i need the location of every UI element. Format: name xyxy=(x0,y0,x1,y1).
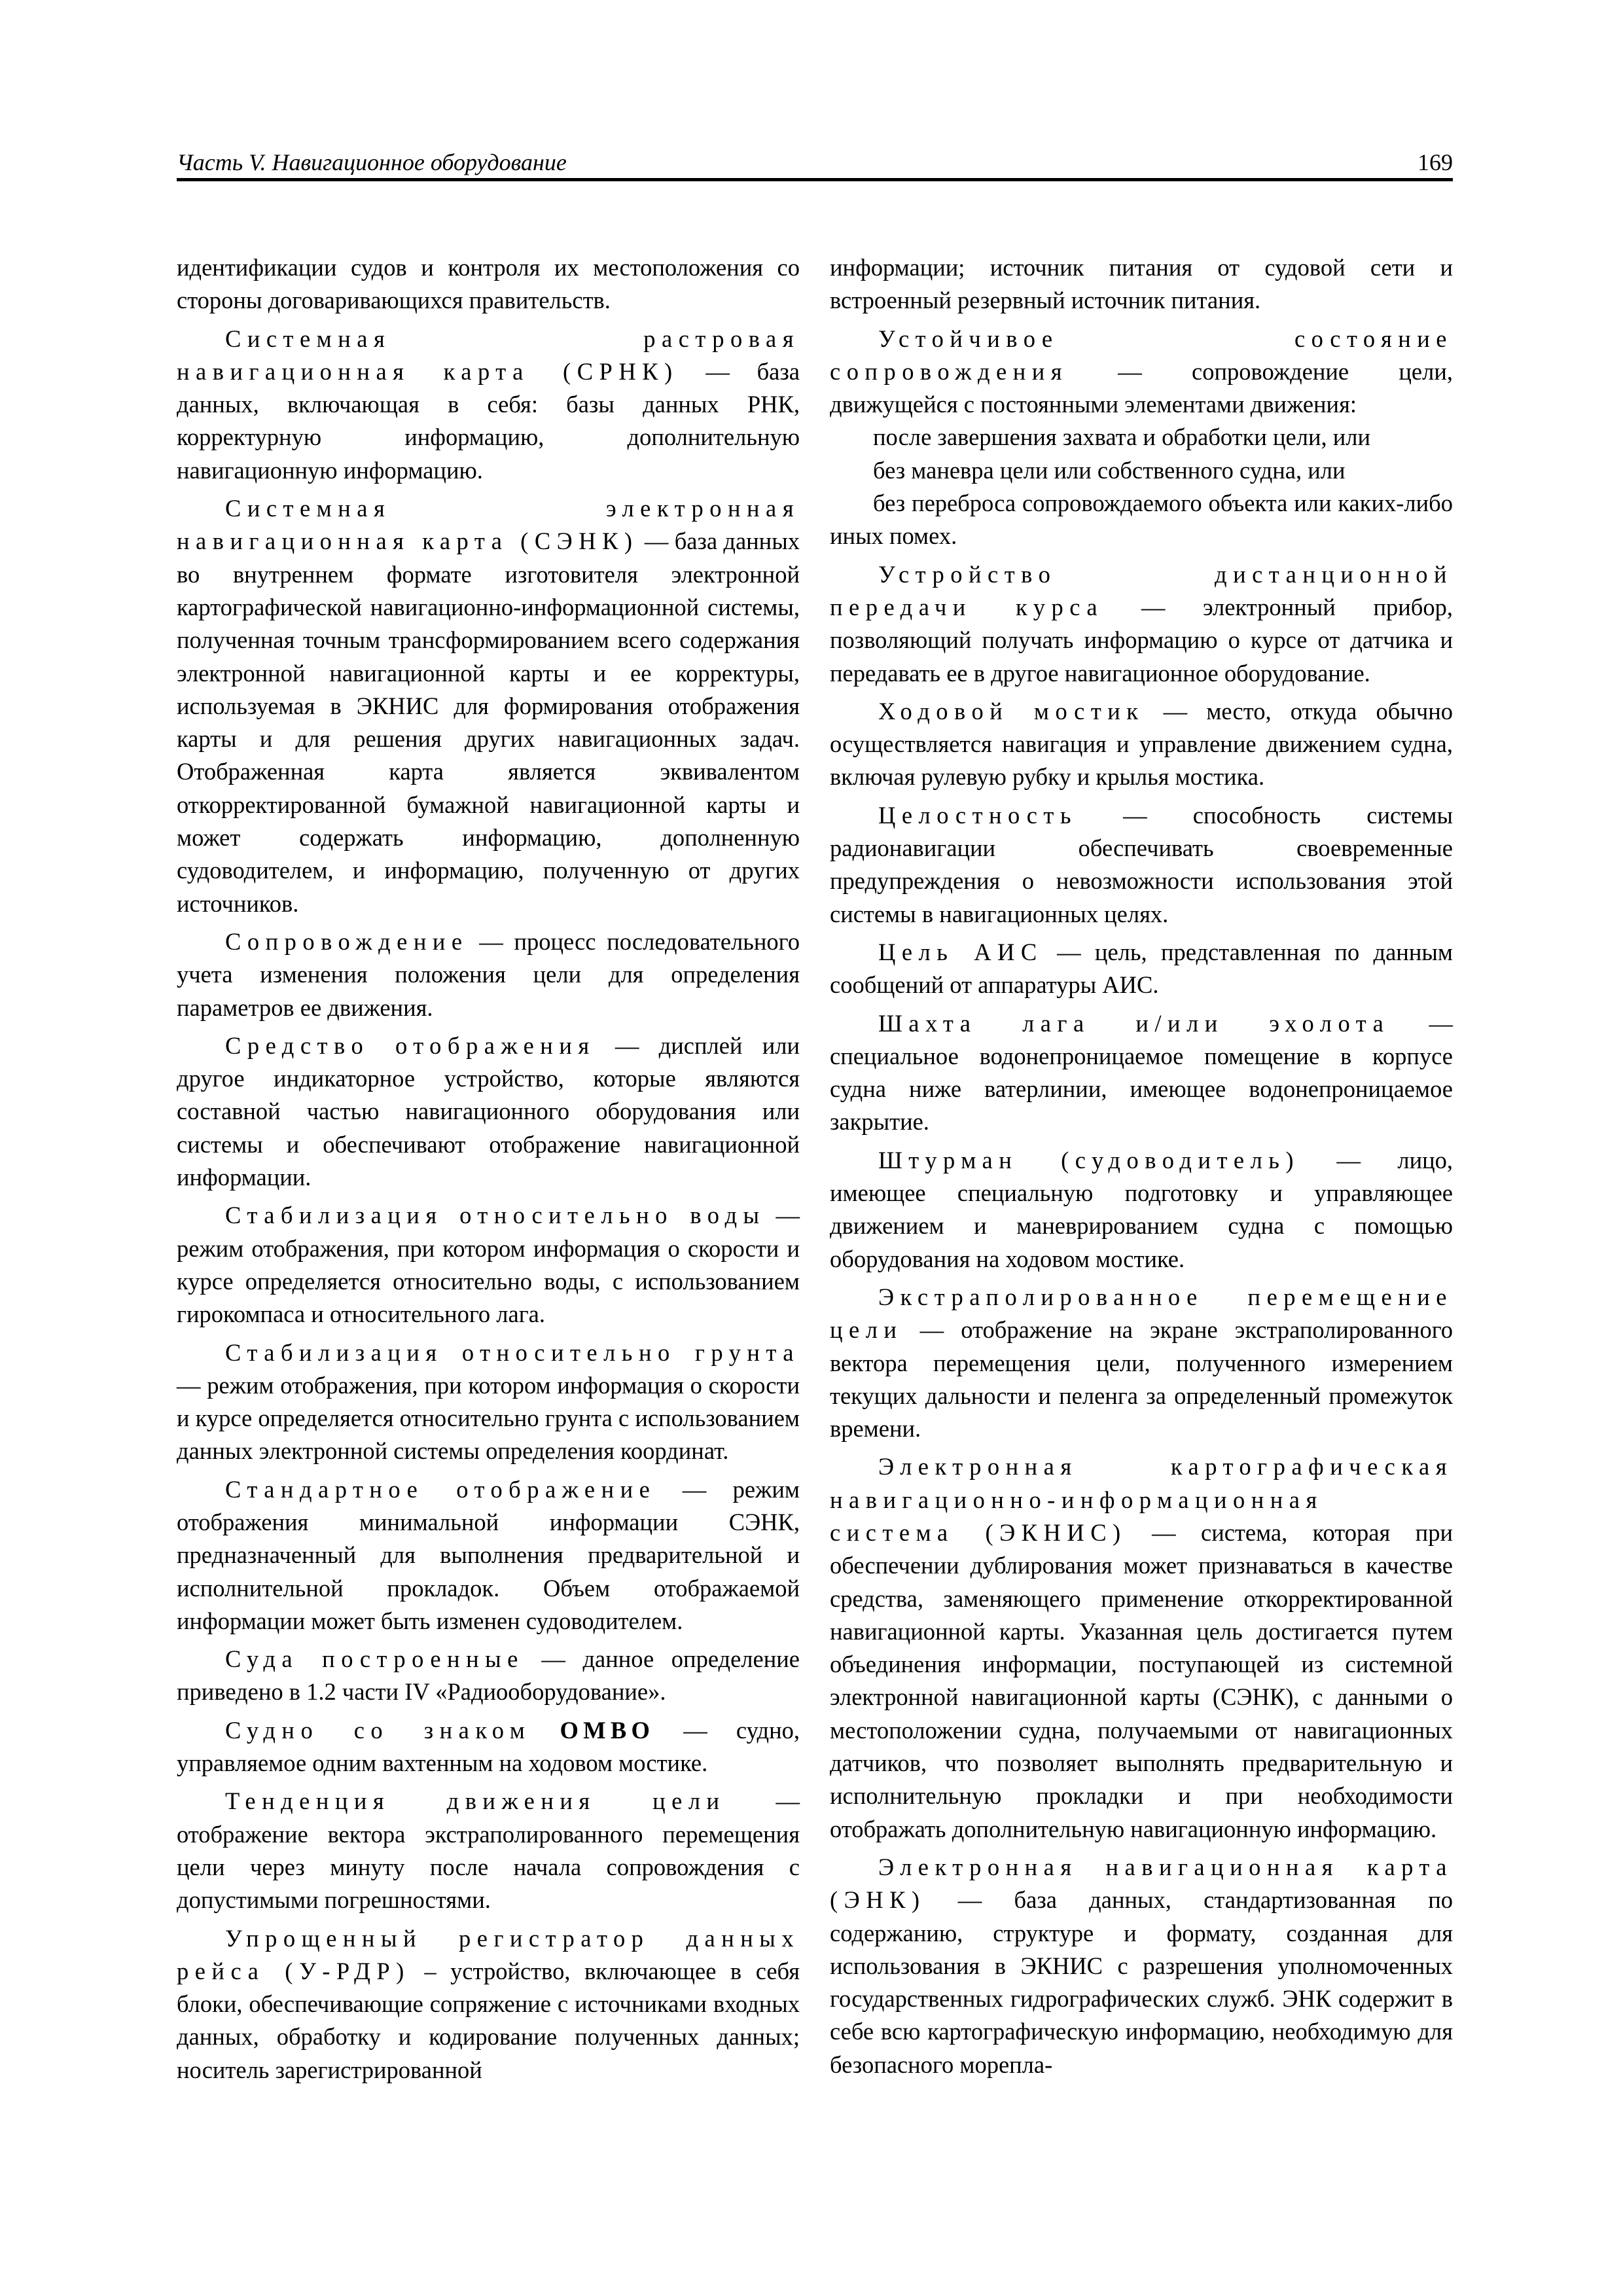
definition-celostnost xyxy=(830,799,1453,931)
definition-sredstvo-otobrazheniya xyxy=(177,1030,800,1194)
term: Тенденция движения цели xyxy=(225,1787,726,1815)
definition-shturman xyxy=(830,1144,1453,1276)
definition-hodovoy-mostik xyxy=(830,695,1453,794)
header-rule xyxy=(177,178,1453,181)
continuation-paragraph: идентификации судов и контроля их местоположения со стороны договаривающихся правительств. xyxy=(177,254,800,314)
definition-text: — процесс последовательного учета изменения положения цели для определения параметров ее движения. xyxy=(177,927,800,1021)
term: Судно со знаком xyxy=(225,1716,531,1744)
definition-text: — данное определение приведено в 1.2 части IV «Радиооборудование». xyxy=(177,1645,800,1706)
definition-text: — судно, управляемое одним вахтенным на ходовом мостике. xyxy=(177,1716,800,1777)
definition-ekstrapolirovannoe-peremeshchenie xyxy=(830,1281,1453,1445)
definition-text: – устройство, включающее в себя блоки, обеспечивающие сопряжение с источниками входных данных, обработку и кодирование полученных данных; носитель зарегистрированной xyxy=(177,1957,800,2083)
definition-text: — режим отображения минимальной информации СЭНК, предназначенный для выполнения предварительной и исполнительной прокладок. Объем отображаемой информации может быть изменен судоводителем. xyxy=(177,1475,800,1634)
definition-text: — режим отображения, при котором информация о скорости и курсе определяется относительно грунта с использованием данных электронной системы определения координат. xyxy=(177,1371,800,1465)
term: Шахта лага и/или эхолота xyxy=(878,1009,1390,1037)
definition-ustroystvo-peredachi-kursa xyxy=(830,558,1453,690)
definition-text: — электронный прибор, позволяющий получать информацию о курсе от датчика и передавать ее в другое навигационное оборудование. xyxy=(830,593,1453,687)
term: Системная растровая навигационная карта (СРНК) xyxy=(177,325,800,385)
definition-text: — место, откуда обычно осуществляется навигация и управление движением судна, включая рулевую рубку и крылья мостика. xyxy=(830,697,1453,791)
running-header xyxy=(177,145,1453,179)
list-item: без маневра цели или собственного судна, или xyxy=(873,456,1346,484)
term: Экстраполированное перемещение цели xyxy=(830,1283,1453,1344)
list-item: без переброса сопровождаемого объекта или каких-либо иных помех. xyxy=(830,490,1453,550)
definition-text: — специальное водонепроницаемое помещение в корпусе судна ниже ватерлинии, имеющее водонепроницаемое закрытие. xyxy=(830,1009,1453,1136)
definition-text: — дисплей или другое индикаторное устройство, которые являются составной частью навигационного оборудования или системы и обеспечивают отображение навигационной информации. xyxy=(177,1031,800,1191)
term: Стандартное отображение xyxy=(225,1475,656,1503)
definition-enk xyxy=(830,1851,1453,2081)
definition-u-rdr xyxy=(177,1922,800,2087)
definition-suda-postroennye xyxy=(177,1643,800,1709)
definition-sudno-omvo xyxy=(177,1714,800,1780)
definition-srnk xyxy=(177,323,800,487)
term: Упрощенный регистратор данных рейса (У-РДР) xyxy=(177,1924,800,1984)
header-title: Часть V. Навигационное оборудование xyxy=(177,149,567,175)
term: Устройство дистанционной передачи курса xyxy=(830,560,1453,620)
term: Штурман (судоводитель) xyxy=(878,1146,1300,1174)
definition-tendenciya-dvizheniya xyxy=(177,1785,800,1916)
definition-stabilizaciya-grunta xyxy=(177,1336,800,1468)
right-column xyxy=(830,251,1453,2087)
term: Цель АИС xyxy=(878,938,1043,965)
term-bold-mark: ОМВО xyxy=(560,1716,655,1744)
definition-soprovozhdenie xyxy=(177,925,800,1024)
term: Средство отображения xyxy=(225,1031,596,1059)
definition-senk xyxy=(177,492,800,920)
definition-text: — сопровождение цели, движущейся с постоянными элементами движения: xyxy=(830,357,1453,418)
definition-stabilizaciya-vody xyxy=(177,1199,800,1331)
definition-standartnoe-otobrazhenie xyxy=(177,1473,800,1638)
term: Сопровождение xyxy=(225,927,469,955)
term: Электронная картографическая навигационно-информационная система (ЭКНИС) xyxy=(830,1453,1453,1546)
page-number: 169 xyxy=(1418,149,1453,175)
definition-text: — лицо, имеющее специальную подготовку и управляющее движением и маневрированием судна с помощью оборудования на ходовом мостике. xyxy=(830,1146,1454,1272)
definition-shahta-laga xyxy=(830,1007,1453,1139)
definition-text: — база данных, стандартизованная по содержанию, структуре и формату, созданная для использования в ЭКНИС с разрешения уполномоченных государственных гидрографических служб. ЭНК содержит в себе всю картографическую информацию, необходимую для безопасного морепла- xyxy=(830,1886,1453,2078)
definition-text: — база данных во внутреннем формате изготовителя электронной картографической навигационно-информационной системы, полученная точным трансформированием всего содержания электронной навигационной карты и ее корректуры, используемая в ЭКНИС для формирования отображения карты и для решения других навигационных задач. Отображенная карта является эквивалентом откорректированной бумажной навигационной карты и может содержать информацию, дополненную судоводителем, и информацию, полученную от других источников. xyxy=(177,528,800,917)
term: Электронная навигационная карта (ЭНК) xyxy=(830,1853,1453,1914)
definition-text: — база данных, включающая в себя: базы данных РНК, корректурную информацию, дополнительную навигационную информацию. xyxy=(177,357,800,484)
left-column xyxy=(177,251,800,2092)
definition-text: — система, которая при обеспечении дублирования может признаваться в качестве средства, заменяющего применение откорректированной навигационной карты. Указанная цель достигается путем объединения информации, поступающей из системной электронной навигационной карты (СЭНК), с данными о местоположении судна, получаемыми от навигационных датчиков, что позволяет выполнять предварительную и исполнительную прокладки и при необходимости отображать дополнительную навигационную информацию. xyxy=(830,1518,1453,1842)
definition-text: — способность системы радионавигации обеспечивать своевременные предупреждения о невозможности использования этой системы в навигационных целях. xyxy=(830,801,1453,927)
definition-cel-ais xyxy=(830,936,1453,1002)
term: Устойчивое состояние сопровождения xyxy=(830,325,1453,385)
term: Стабилизация относительно грунта xyxy=(225,1338,800,1366)
list-item: после завершения захвата и обработки цели, или xyxy=(873,423,1371,451)
term: Ходовой мостик xyxy=(878,697,1145,725)
definition-ustoychivoe-sostoyanie xyxy=(830,323,1453,422)
definition-eknis xyxy=(830,1450,1453,1846)
term: Целостность xyxy=(878,801,1077,829)
term: Суда построенные xyxy=(225,1645,524,1673)
term: Системная электронная навигационная карта (СЭНК) xyxy=(177,495,800,555)
definition-text: — режим отображения, при котором информация о скорости и курсе определяется относительно воды, с использованием гирокомпаса и относительного лага. xyxy=(177,1202,800,1328)
definition-text: — отображение вектора экстраполированного перемещения цели через минуту после начала сопровождения с допустимыми погрешностями. xyxy=(177,1787,800,1914)
term: Стабилизация относительно воды xyxy=(225,1202,766,1229)
continuation-paragraph: информации; источник питания от судовой сети и встроенный резервный источник питания. xyxy=(830,254,1453,314)
definition-text: — цель, представленная по данным сообщений от аппаратуры АИС. xyxy=(830,938,1453,999)
definition-text: — отображение на экране экстраполированного вектора перемещения цели, полученного измерением текущих дальности и пеленга за определенный промежуток времени. xyxy=(830,1316,1453,1443)
